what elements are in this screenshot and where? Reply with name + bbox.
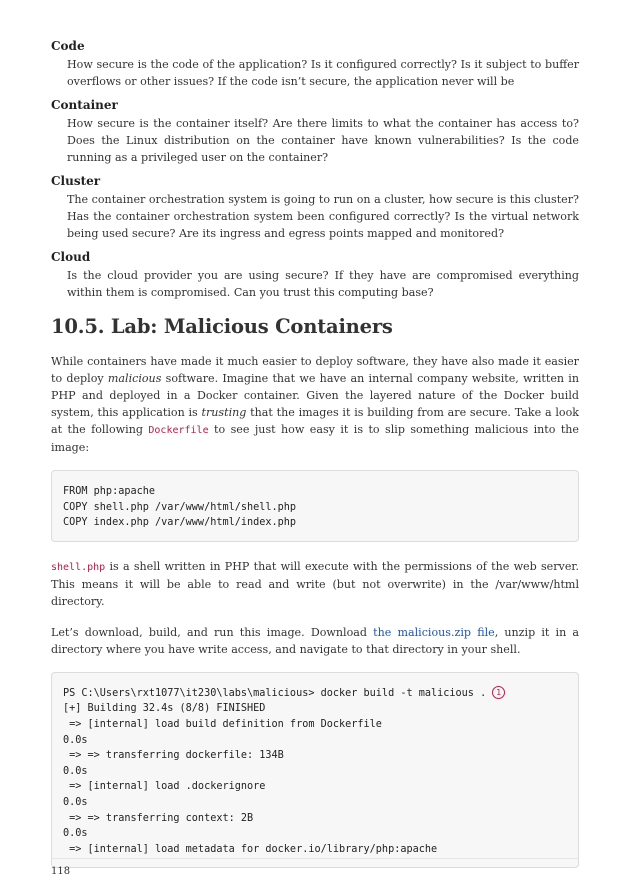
text-run: is a shell written in PHP that will execute with the permissions of the web server. This means it will be able to read and write (but not overwrite) in the /var/www/html directory. bbox=[51, 559, 579, 608]
output-line: [+] Building 32.4s (8/8) FINISHED bbox=[63, 703, 266, 715]
text-run: that the images it is building from are secure. Take a look at the following bbox=[51, 406, 579, 436]
section-heading: 10.5. Lab: Malicious Containers bbox=[51, 315, 393, 338]
text-run: to see just how easy it is to slip something malicious into the image: bbox=[51, 423, 579, 454]
shell-paragraph bbox=[51, 558, 579, 610]
command-line bbox=[63, 686, 567, 702]
emphasis-trusting: trusting bbox=[201, 406, 247, 419]
output-line: 0.0s bbox=[63, 765, 88, 777]
emphasis-malicious: malicious bbox=[107, 372, 162, 385]
terminal-listing bbox=[51, 672, 579, 869]
code-line: FROM php:apache bbox=[63, 486, 156, 497]
definition-term: Container bbox=[51, 98, 118, 112]
code-line: COPY index.php /var/www/html/index.php bbox=[63, 517, 297, 529]
output-line: => => transferring dockerfile: 134B bbox=[63, 750, 284, 762]
inline-code-dockerfile: Dockerfile bbox=[148, 425, 209, 436]
output-line: => => transferring context: 2B bbox=[63, 812, 254, 824]
inline-code-shell-php: shell.php bbox=[51, 561, 106, 573]
output-line: 0.0s bbox=[63, 796, 88, 808]
definition-text: The container orchestration system is going to run on a cluster, how secure is this cluster? Has the container orchestration system been configured correctly? Is the virtual network being used secure? Are its ingress and egress points mapped and monitored? bbox=[67, 193, 579, 240]
download-paragraph bbox=[51, 624, 579, 658]
output-line: => [internal] load .dockerignore bbox=[63, 781, 266, 793]
text-run: software. Imagine that we have an internal company website, written in PHP and deployed in a Docker container. Given the layered nature of the Docker build system, this application is bbox=[51, 372, 579, 419]
code-line: COPY shell.php /var/www/html/shell.php bbox=[63, 501, 297, 513]
text-run: Let’s download, build, and run this image. Download bbox=[51, 625, 374, 639]
output-line: => [internal] load metadata for docker.io/library/php:apache bbox=[63, 843, 438, 855]
definition-term: Cloud bbox=[51, 250, 91, 264]
definition-cluster bbox=[51, 173, 579, 242]
definition-container bbox=[51, 97, 579, 166]
definition-term: Code bbox=[51, 39, 85, 53]
dockerfile-listing bbox=[51, 470, 579, 542]
callout-marker: 1 bbox=[492, 686, 505, 699]
command-text: PS C:\Users\rxt1077\it230\labs\malicious> docker build -t malicious . bbox=[63, 687, 493, 699]
page-content bbox=[51, 38, 579, 884]
page-number: 118 bbox=[51, 866, 71, 877]
definition-term: Cluster bbox=[51, 174, 101, 188]
definition-code bbox=[51, 38, 579, 90]
text-run: While containers have made it much easier to deploy software, they have also made it easier to deploy bbox=[51, 355, 579, 385]
output-line: 0.0s bbox=[63, 734, 88, 746]
definition-text: How secure is the container itself? Are there limits to what the container has access to? Does the Linux distribution on the container have known vulnerabilities? Is the code running as a privileged user on the container? bbox=[67, 117, 579, 164]
text-run: , unzip it in a directory where you have write access, and navigate to that directory in your shell. bbox=[51, 625, 579, 656]
definition-text: How secure is the code of the application? Is it configured correctly? Is it subject to buffer overflows or other issues? If the code isn’t secure, the application never will be bbox=[67, 58, 579, 88]
definition-cloud bbox=[51, 249, 579, 301]
output-line: => [internal] load build definition from Dockerfile bbox=[63, 718, 382, 730]
output-line: 0.0s bbox=[63, 828, 88, 840]
definition-text: Is the cloud provider you are using secure? If they have are compromised everything within them is compromised. Can you trust this computing base? bbox=[67, 269, 579, 299]
footer-divider bbox=[51, 858, 579, 859]
malicious-zip-link[interactable]: the malicious.zip file bbox=[373, 625, 495, 639]
intro-paragraph bbox=[51, 353, 579, 456]
